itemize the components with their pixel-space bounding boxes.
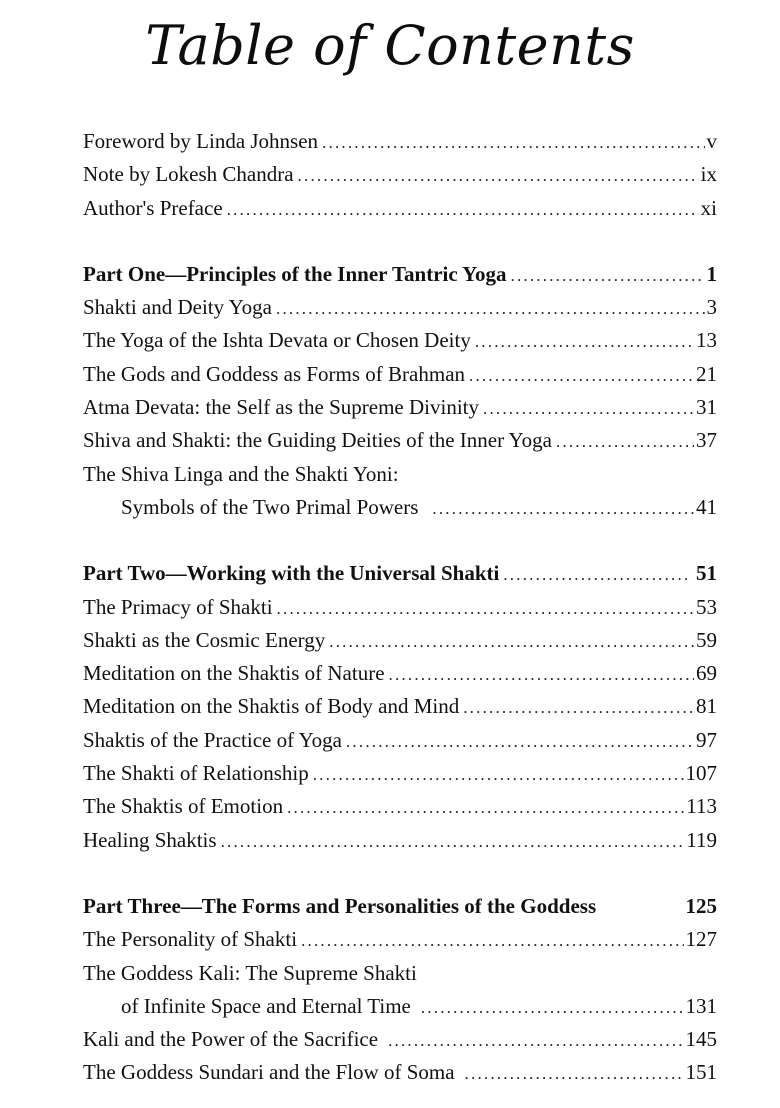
chapter-page: 41 (696, 494, 717, 519)
chapter-label: Shakti as the Cosmic Energy (83, 627, 326, 652)
table-of-contents (83, 125, 717, 1090)
toc-chapter[interactable] (83, 757, 717, 790)
dot-leader (511, 259, 705, 292)
dot-leader (227, 193, 699, 226)
part-page: 125 (685, 893, 717, 918)
chapter-page: 59 (696, 627, 717, 652)
toc-chapter[interactable] (83, 923, 717, 956)
section-spacer (83, 857, 717, 890)
toc-part-heading[interactable] (83, 557, 717, 590)
dot-leader (389, 658, 694, 691)
chapter-page: 31 (696, 395, 717, 420)
chapter-page: 53 (696, 594, 717, 619)
toc-chapter[interactable] (83, 1056, 717, 1089)
chapter-page: 151 (685, 1060, 717, 1085)
dot-leader (277, 592, 694, 625)
toc-chapter[interactable] (83, 1023, 717, 1056)
chapter-page: 37 (696, 428, 717, 453)
dot-leader (298, 159, 699, 192)
part-label: Part Three—The Forms and Personalities of the Goddess (83, 893, 597, 918)
chapter-label: The Shakti of Relationship (83, 761, 309, 786)
toc-chapter[interactable] (83, 824, 717, 857)
entry-page: xi (700, 195, 717, 220)
dot-leader (469, 359, 694, 392)
dot-leader (276, 292, 705, 325)
toc-entry-preface[interactable] (83, 192, 717, 225)
chapter-label: Meditation on the Shaktis of Nature (83, 661, 385, 686)
dot-leader (432, 492, 694, 525)
section-spacer (83, 225, 717, 258)
toc-chapter[interactable] (83, 458, 717, 491)
part-label: Part Two—Working with the Universal Shakti (83, 561, 500, 586)
chapter-label: Kali and the Power of the Sacrifice (83, 1027, 379, 1052)
section-spacer (83, 524, 717, 557)
toc-chapter[interactable] (83, 657, 717, 690)
part-page: 51 (696, 561, 717, 586)
chapter-page: 127 (685, 927, 717, 952)
dot-leader (483, 392, 694, 425)
chapter-label: Meditation on the Shaktis of Body and Mind (83, 694, 460, 719)
toc-chapter[interactable] (83, 391, 717, 424)
toc-chapter[interactable] (83, 424, 717, 457)
dot-leader (346, 725, 694, 758)
toc-chapter[interactable] (83, 690, 717, 723)
chapter-page: 131 (685, 993, 717, 1018)
dot-leader (465, 1057, 684, 1090)
chapter-label: The Gods and Goddess as Forms of Brahman (83, 361, 466, 386)
dot-leader (329, 625, 694, 658)
chapter-page: 13 (696, 328, 717, 353)
page-title: Table of Contents (145, 14, 635, 77)
part-page: 1 (706, 261, 717, 286)
toc-chapter-continuation[interactable] (83, 491, 717, 524)
toc-chapter[interactable] (83, 790, 717, 823)
dot-leader (313, 758, 684, 791)
toc-chapter[interactable] (83, 358, 717, 391)
entry-label: Author's Preface (83, 195, 223, 220)
chapter-label-continuation: of Infinite Space and Eternal Time (121, 993, 411, 1018)
dot-leader (221, 825, 685, 858)
chapter-page: 81 (696, 694, 717, 719)
chapter-page: 21 (696, 361, 717, 386)
toc-chapter[interactable] (83, 724, 717, 757)
dot-leader (503, 558, 688, 591)
chapter-label: Shiva and Shakti: the Guiding Deities of the Inner Yoga (83, 428, 552, 453)
toc-part-heading[interactable] (83, 890, 717, 923)
chapter-label: The Yoga of the Ishta Devata or Chosen Deity (83, 328, 471, 353)
dot-leader (287, 791, 684, 824)
chapter-label: Shaktis of the Practice of Yoga (83, 727, 342, 752)
chapter-label: The Goddess Sundari and the Flow of Soma (83, 1060, 455, 1085)
chapter-label: Healing Shaktis (83, 827, 217, 852)
toc-chapter[interactable] (83, 291, 717, 324)
chapter-label: The Personality of Shakti (83, 927, 298, 952)
chapter-page: 107 (685, 761, 717, 786)
chapter-label-continuation: Symbols of the Two Primal Powers (121, 494, 419, 519)
toc-chapter[interactable] (83, 957, 717, 990)
chapter-page: 97 (696, 727, 717, 752)
dot-leader (388, 1024, 683, 1057)
part-label: Part One—Principles of the Inner Tantric Yoga (83, 261, 507, 286)
dot-leader (475, 325, 694, 358)
toc-entry-note[interactable] (83, 158, 717, 191)
entry-page: ix (700, 162, 717, 187)
toc-chapter[interactable] (83, 324, 717, 357)
entry-label: Note by Lokesh Chandra (83, 162, 294, 187)
toc-chapter-continuation[interactable] (83, 990, 717, 1023)
chapter-label: The Goddess Kali: The Supreme Shakti (83, 960, 417, 985)
chapter-page: 69 (696, 661, 717, 686)
chapter-page: 113 (686, 794, 717, 819)
chapter-label: The Shiva Linga and the Shakti Yoni: (83, 461, 399, 486)
chapter-page: 119 (686, 827, 717, 852)
dot-leader (322, 126, 704, 159)
dot-leader (463, 691, 694, 724)
chapter-label: The Primacy of Shakti (83, 594, 273, 619)
entry-label: Foreword by Linda Johnsen (83, 129, 319, 153)
chapter-label: Atma Devata: the Self as the Supreme Divinity (83, 395, 479, 420)
dot-leader (301, 924, 683, 957)
dot-leader (556, 425, 694, 458)
toc-chapter[interactable] (83, 591, 717, 624)
chapter-label: Shakti and Deity Yoga (83, 295, 272, 320)
chapter-label: The Shaktis of Emotion (83, 794, 284, 819)
dot-leader (421, 991, 684, 1024)
toc-chapter[interactable] (83, 624, 717, 657)
chapter-page: 145 (685, 1027, 717, 1052)
entry-page: v (706, 129, 717, 153)
toc-entry-foreword[interactable] (83, 125, 717, 158)
chapter-page: 3 (706, 295, 717, 320)
toc-part-heading[interactable] (83, 258, 717, 291)
